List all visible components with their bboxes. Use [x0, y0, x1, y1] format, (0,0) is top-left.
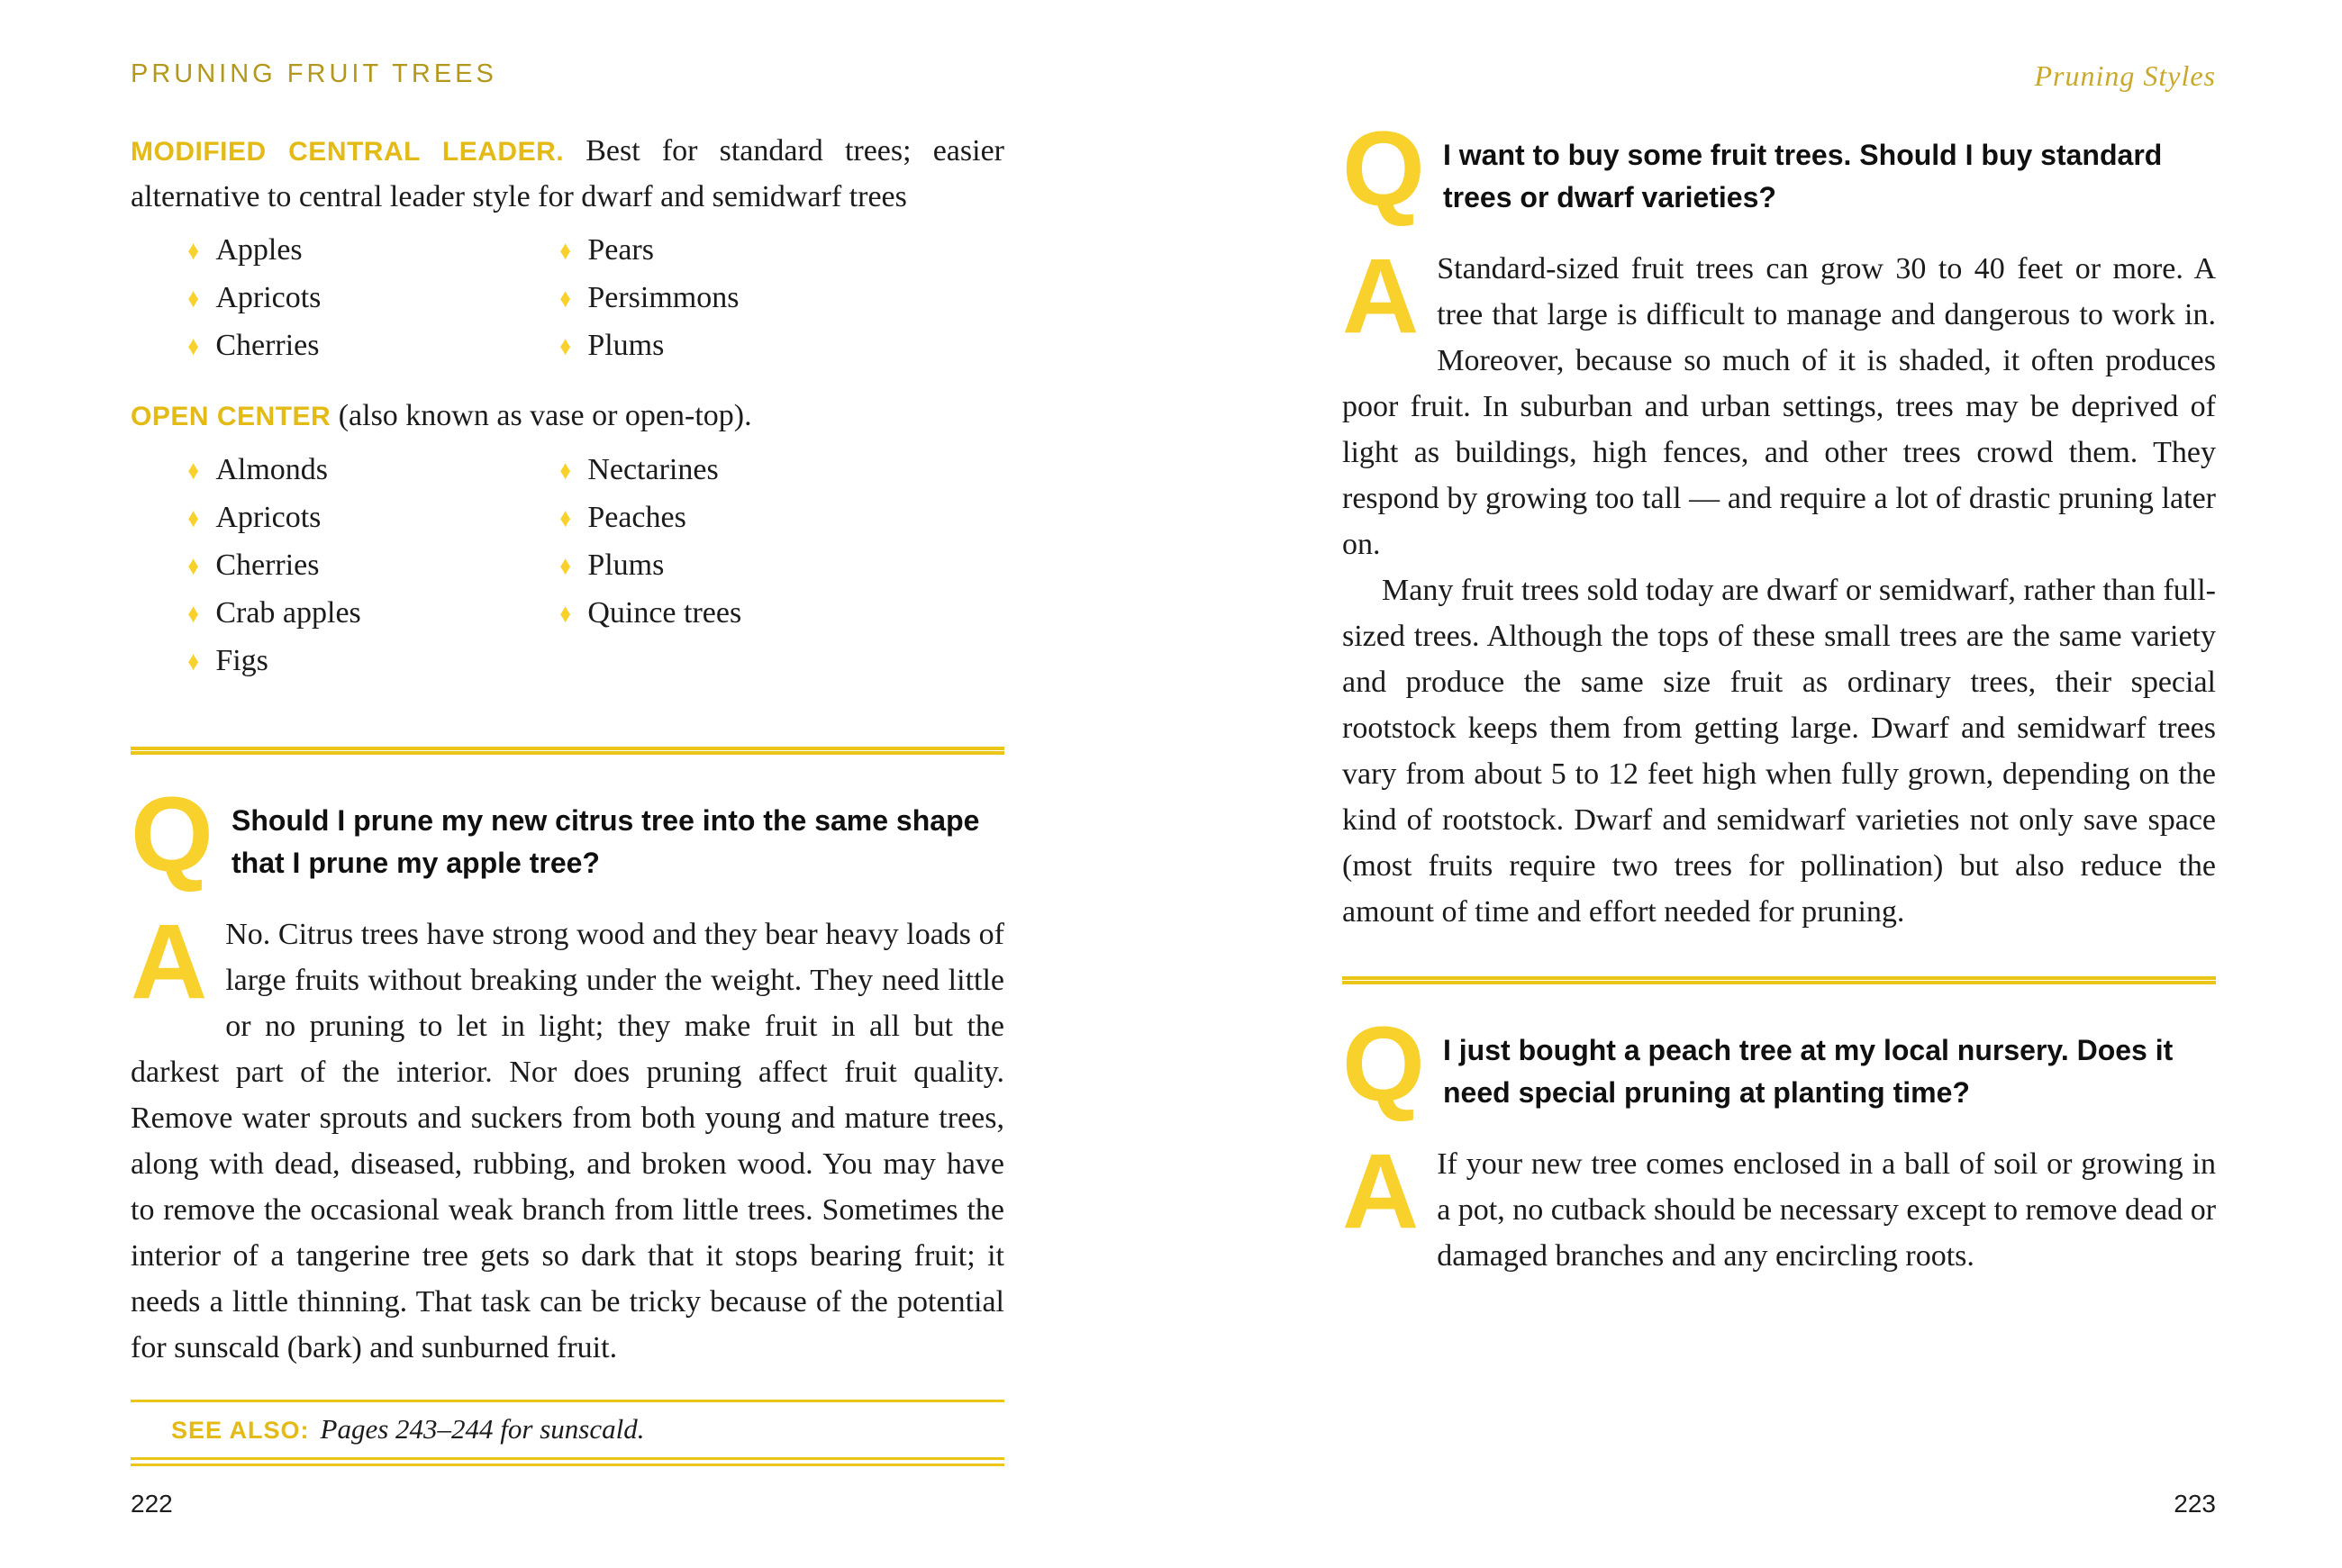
diamond-bullet-icon: ♦	[559, 236, 571, 266]
section-desc-open-center: (also known as vase or open-top).	[338, 399, 752, 432]
tree-list-item-label: Plums	[587, 329, 665, 362]
a-drop-cap: A	[131, 902, 208, 1021]
question-text: I want to buy some fruit trees. Should I buy standard trees or dwarf varieties?	[1443, 139, 2163, 213]
tree-list-item-label: Apricots	[215, 281, 322, 314]
tree-list-item	[186, 276, 558, 321]
tree-list-item-label: Pears	[587, 233, 654, 267]
diamond-bullet-icon: ♦	[187, 503, 199, 533]
tree-list-item	[558, 229, 739, 273]
diamond-bullet-icon: ♦	[187, 236, 199, 266]
tree-list-item-label: Almonds	[215, 453, 328, 486]
section-label-modified-central-leader: MODIFIED CENTRAL LEADER.	[131, 137, 565, 167]
tree-list-item	[186, 496, 558, 540]
diamond-bullet-icon: ♦	[559, 456, 571, 485]
diamond-bullet-icon: ♦	[187, 331, 199, 361]
section-desc-modified-central-leader: Best for standard trees; easier alternative to central leader style for dwarf and semidwarf trees	[131, 134, 1004, 213]
question-block-peach-tree	[1342, 1005, 2216, 1124]
diamond-bullet-icon: ♦	[559, 503, 571, 533]
diamond-bullet-icon: ♦	[559, 331, 571, 361]
tree-list-modified-central-leader	[131, 229, 1004, 372]
see-also-bottom-rule	[131, 1457, 1004, 1466]
tree-list-item	[558, 496, 741, 540]
section-open-center	[131, 394, 1004, 440]
tree-list-item-label: Persimmons	[587, 281, 740, 314]
q-drop-cap: Q	[131, 775, 213, 894]
see-also-label: SEE ALSO:	[171, 1416, 310, 1444]
diamond-bullet-icon: ♦	[187, 456, 199, 485]
diamond-bullet-icon: ♦	[559, 551, 571, 581]
tree-list-item-label: Cherries	[215, 329, 320, 362]
tree-list-item	[558, 592, 741, 636]
tree-list-open-center	[131, 449, 1004, 687]
page-number-left: 222	[131, 1490, 173, 1518]
tree-list-item	[558, 324, 739, 368]
see-also-content	[131, 1402, 1004, 1457]
question-block-citrus	[131, 775, 1004, 894]
answer-block-buy-trees	[1342, 237, 2216, 567]
see-also-text: Pages 243–244 for sunscald.	[320, 1412, 645, 1445]
tree-list-item	[558, 449, 741, 493]
answer-block-citrus	[131, 902, 1004, 1371]
page-right	[1171, 0, 2342, 1568]
tree-list-column-1	[186, 449, 558, 687]
diamond-bullet-icon: ♦	[187, 599, 199, 629]
question-text: Should I prune my new citrus tree into the same shape that I prune my apple tree?	[231, 804, 980, 879]
tree-list-item	[186, 449, 558, 493]
answer-text: If your new tree comes enclosed in a ball of soil or growing in a pot, no cutback should be necessary except to remove dead or damaged branches and any encircling roots.	[1437, 1147, 2217, 1273]
section-modified-central-leader	[131, 129, 1004, 220]
tree-list-item	[186, 592, 558, 636]
tree-list-item-label: Crab apples	[215, 596, 361, 630]
tree-list-item-label: Nectarines	[587, 453, 719, 486]
question-block-buy-trees	[1342, 110, 2216, 229]
answer-block-peach-tree	[1342, 1132, 2217, 1279]
tree-list-item	[186, 324, 558, 368]
running-head-right: Pruning Styles	[2034, 59, 2216, 92]
running-head-left: PRUNING FRUIT TREES	[131, 59, 497, 88]
answer-block-buy-trees-continued	[1342, 567, 2216, 935]
tree-list-item-label: Figs	[215, 644, 268, 677]
tree-list-item-label: Apples	[215, 233, 303, 267]
tree-list-column-1	[186, 229, 558, 372]
a-drop-cap: A	[1342, 237, 1420, 356]
tree-list-item	[558, 276, 739, 321]
answer-text: Many fruit trees sold today are dwarf or semidwarf, rather than full-sized trees. Although the tops of these small trees are the same variety and produce the same size fruit as ordinary trees, their special rootstock keeps them from getting large. Dwarf and semidwarf trees vary from about 5 to 12 feet high when fully grown, depending on the kind of rootstock. Dwarf and semidwarf varieties not only save space (most fruits require two trees for pollination) but also reduce the amount of time and effort needed for pruning.	[1342, 574, 2216, 929]
page-number-right: 223	[2174, 1490, 2216, 1518]
tree-list-item-label: Quince trees	[587, 596, 742, 630]
tree-list-item	[558, 544, 741, 588]
tree-list-item	[186, 229, 558, 273]
tree-list-item-label: Peaches	[587, 501, 686, 534]
section-divider-rule	[131, 747, 1004, 755]
tree-list-item	[186, 544, 558, 588]
section-divider-rule	[1342, 976, 2216, 984]
diamond-bullet-icon: ♦	[187, 551, 199, 581]
q-drop-cap: Q	[1342, 1005, 1425, 1124]
a-drop-cap: A	[1342, 1132, 1420, 1251]
tree-list-column-2	[558, 449, 741, 687]
tree-list-column-2	[558, 229, 739, 372]
q-drop-cap: Q	[1342, 110, 1425, 229]
diamond-bullet-icon: ♦	[559, 284, 571, 313]
section-label-open-center: OPEN CENTER	[131, 402, 331, 431]
tree-list-item-label: Plums	[587, 548, 665, 582]
tree-list-item	[186, 639, 558, 684]
diamond-bullet-icon: ♦	[559, 599, 571, 629]
answer-text: No. Citrus trees have strong wood and they bear heavy loads of large fruits without breaking under the weight. They need little or no pruning to let in light; they make fruit in all but the darkest part of the interior. Nor does pruning affect fruit quality. Remove water sprouts and suckers from both young and mature trees, along with dead, diseased, rubbing, and broken wood. You may have to remove the occasional weak branch from little trees. Sometimes the interior of a tangerine tree gets so dark that it stops bearing fruit; it needs a little thinning. That task can be tricky because of the potential for sunscald (bark) and sunburned fruit.	[131, 918, 1004, 1364]
question-text: I just bought a peach tree at my local nursery. Does it need special pruning at planting time?	[1443, 1034, 2174, 1109]
tree-list-item-label: Apricots	[215, 501, 322, 534]
see-also-box	[131, 1400, 1004, 1466]
diamond-bullet-icon: ♦	[187, 284, 199, 313]
tree-list-item-label: Cherries	[215, 548, 320, 582]
answer-text: Standard-sized fruit trees can grow 30 to 40 feet or more. A tree that large is difficult to manage and dangerous to work in. Moreover, because so much of it is shaded, it often produces poor fruit. In suburban and urban settings, trees may be deprived of light as buildings, high fences, and other trees crowd them. They respond by growing too tall — and require a lot of drastic pruning later on.	[1342, 252, 2216, 561]
diamond-bullet-icon: ♦	[187, 647, 199, 676]
